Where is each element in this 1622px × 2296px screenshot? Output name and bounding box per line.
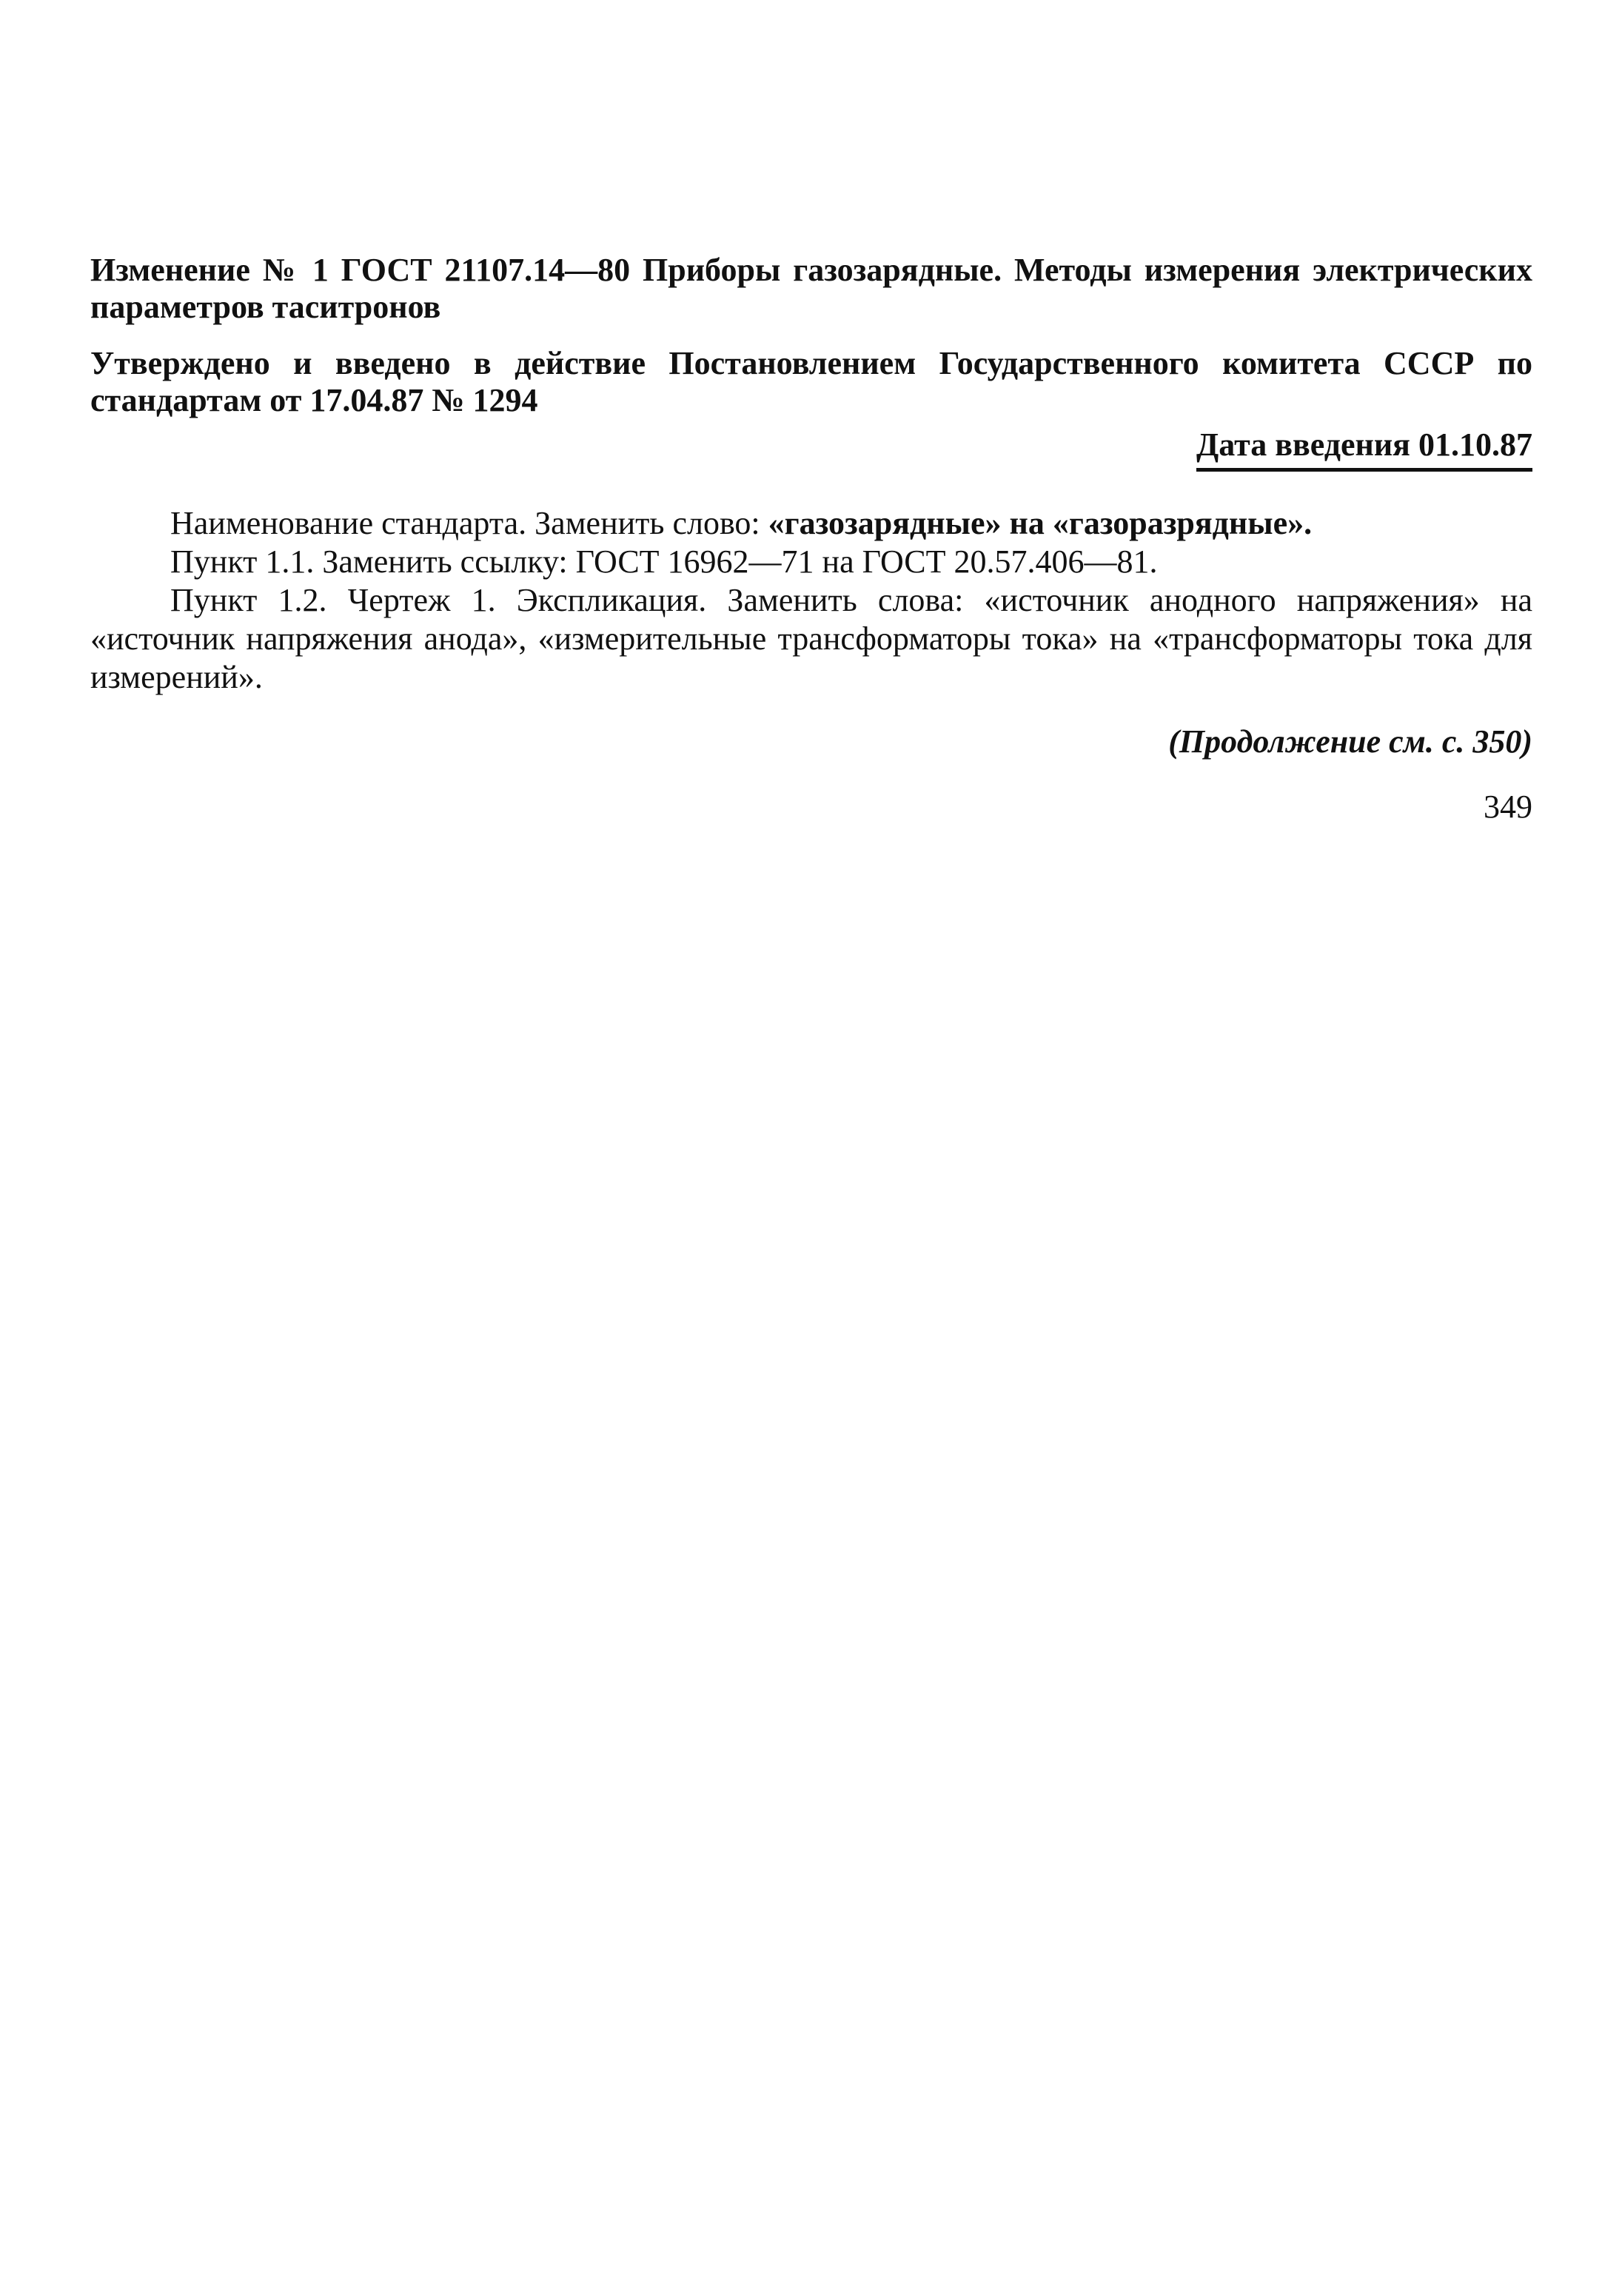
document-body — [90, 504, 1532, 697]
paragraph-standard-name-bold: «газозарядные» на «газоразрядные». — [768, 505, 1313, 541]
paragraph-standard-name-text: Наименование стандарта. Заменить слово: — [170, 505, 768, 541]
approval-statement: Утверждено и введено в действие Постановлением Государственного комитета СССР по стандартам от 17.04.87 № 1294 — [90, 345, 1532, 418]
document-page — [90, 252, 1532, 826]
paragraph-item-1-2: Пункт 1.2. Чертеж 1. Экспликация. Заменить слова: «источник анодного напряжения» на «источник напряжения анода», «измерительные трансформаторы тока» на «трансформаторы тока для измерений». — [90, 582, 1532, 695]
continuation-note: (Продолжение см. с. 350) — [1168, 723, 1532, 760]
intro-date: Дата введения 01.10.87 — [1196, 426, 1532, 472]
change-title: Изменение № 1 ГОСТ 21107.14—80 Приборы газозарядные. Методы измерения электрических параметров таситронов — [90, 252, 1532, 325]
page-number-row — [90, 789, 1532, 826]
intro-date-row — [90, 426, 1532, 472]
paragraph-standard-name — [90, 504, 1532, 543]
paragraph-item-1-1: Пункт 1.1. Заменить ссылку: ГОСТ 16962—71 на ГОСТ 20.57.406—81. — [170, 543, 1158, 580]
continuation-row — [90, 723, 1532, 760]
page-number: 349 — [1484, 789, 1532, 825]
